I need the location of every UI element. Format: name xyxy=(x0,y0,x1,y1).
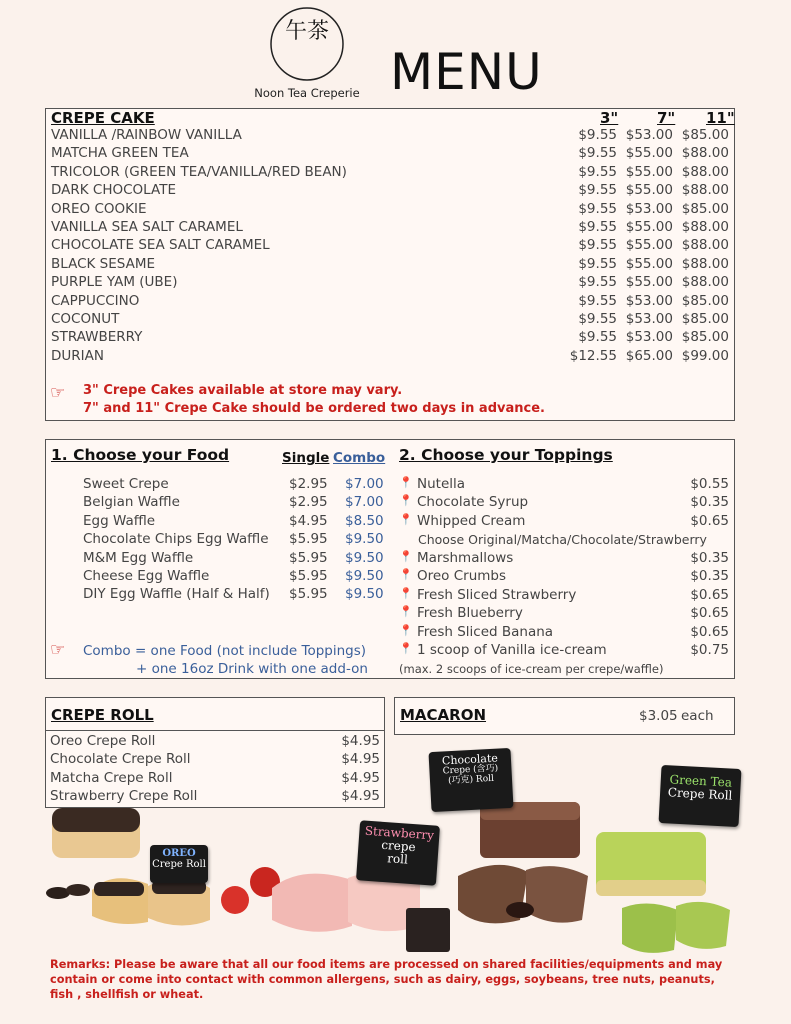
crepe-cake-section xyxy=(45,108,735,421)
topping-row xyxy=(46,513,734,531)
cake-name: MATCHA GREEN TEA xyxy=(51,145,189,162)
food-name: Chocolate Chips Egg Waffle xyxy=(83,531,269,548)
combo-note-1: Combo = one Food (not include Toppings) xyxy=(83,643,367,659)
food-toppings-section xyxy=(45,439,735,679)
food-single-price: $4.95 xyxy=(289,512,328,529)
chocolate-sign-line-3: (巧克) Roll xyxy=(447,773,495,787)
topping-name: Marshmallows xyxy=(417,550,514,566)
cake-price-11: $88.00 xyxy=(681,255,729,272)
cake-price-3: $9.55 xyxy=(578,182,617,199)
cake-price-11: $88.00 xyxy=(681,145,729,162)
topping-price: $0.55 xyxy=(690,476,729,492)
cake-price-11: $85.00 xyxy=(681,329,729,346)
greentea-sign-line-1: Green Tea xyxy=(669,772,733,790)
pin-icon: 📍 xyxy=(399,623,413,637)
pin-icon: 📍 xyxy=(399,550,413,563)
crepe-cake-row xyxy=(46,329,734,347)
topping-name: Oreo Crumbs xyxy=(417,568,507,585)
food-name: Belgian Waffle xyxy=(83,494,180,511)
cake-price-11: $88.00 xyxy=(681,274,729,291)
topping-price: $0.65 xyxy=(690,605,729,622)
cake-price-3: $9.55 xyxy=(578,127,617,143)
cake-price-7: $55.00 xyxy=(625,182,673,199)
cake-price-7: $53.00 xyxy=(625,329,673,346)
topping-price: $0.65 xyxy=(690,586,729,603)
cake-price-11: $88.00 xyxy=(681,163,729,180)
roll-price: $4.95 xyxy=(341,751,380,768)
food-combo-price: $7.00 xyxy=(345,494,384,511)
topping-name: Chocolate Syrup xyxy=(417,494,529,511)
topping-row xyxy=(46,494,734,512)
crepe-cake-row xyxy=(46,256,734,274)
cake-price-7: $53.00 xyxy=(625,292,673,309)
cake-price-7: $53.00 xyxy=(625,200,673,217)
cake-price-7: $55.00 xyxy=(625,219,673,235)
cake-price-7: $53.00 xyxy=(625,311,673,327)
size-11-header: 11" xyxy=(706,109,735,127)
cake-price-11: $88.00 xyxy=(681,182,729,199)
logo xyxy=(252,6,362,110)
single-header: Single xyxy=(282,450,330,466)
size-7-header: 7" xyxy=(657,109,676,127)
greentea-roll-sign xyxy=(659,765,742,827)
cake-name: CHOCOLATE SEA SALT CARAMEL xyxy=(51,237,270,254)
cake-name: VANILLA SEA SALT CARAMEL xyxy=(51,219,243,235)
oreo-sign-line-1: OREO xyxy=(162,848,196,859)
cake-name: PURPLE YAM (UBE) xyxy=(51,274,178,291)
combo-hand-icon: ☞ xyxy=(50,640,66,660)
crepe-cake-note-1: 3" Crepe Cakes available at store may vary. xyxy=(83,383,403,398)
topping-name: Nutella xyxy=(417,476,466,492)
allergen-remarks: Remarks: Please be aware that all our food items are processed on shared facilities/equipments and may contain or come into contact with common allergens, such as dairy, eggs, soybeans, tree nuts, peanuts, fish , shellfish or wheat. xyxy=(50,958,723,1001)
crepe-cake-row xyxy=(46,182,734,200)
cake-price-3: $9.55 xyxy=(578,255,617,272)
cake-price-11: $85.00 xyxy=(681,200,729,217)
macaron-title: MACARON xyxy=(400,706,487,724)
cake-name: BLACK SESAME xyxy=(51,255,155,272)
cake-name: STRAWBERRY xyxy=(51,329,143,346)
cake-price-3: $9.55 xyxy=(578,145,617,162)
cake-price-11: $85.00 xyxy=(681,292,729,309)
cake-price-7: $55.00 xyxy=(625,274,673,291)
cake-name: VANILLA /RAINBOW VANILLA xyxy=(51,127,242,143)
greentea-sign-line-2: Crepe Roll xyxy=(667,785,733,803)
toppings-title: 2. Choose your Toppings xyxy=(399,446,613,464)
icecream-note: (max. 2 scoops of ice-cream per crepe/waffle) xyxy=(399,662,664,676)
cake-price-3: $9.55 xyxy=(578,292,617,309)
roll-name: Strawberry Crepe Roll xyxy=(50,788,198,805)
cake-price-7: $55.00 xyxy=(625,145,673,162)
food-single-price: $5.95 xyxy=(289,549,328,566)
cake-price-3: $9.55 xyxy=(578,163,617,180)
topping-price: $0.35 xyxy=(690,568,729,585)
topping-row xyxy=(46,642,734,660)
cake-price-7: $55.00 xyxy=(625,255,673,272)
cake-price-7: $55.00 xyxy=(625,237,673,254)
cake-price-3: $9.55 xyxy=(578,219,617,235)
cake-price-11: $85.00 xyxy=(681,311,729,327)
cake-price-7: $53.00 xyxy=(625,127,673,143)
macaron-each: each xyxy=(681,708,714,724)
logo-text: Noon Tea Creperie xyxy=(254,86,360,100)
crepe-cake-row xyxy=(46,274,734,292)
cake-price-11: $88.00 xyxy=(681,219,729,235)
chocolate-sign-line-1: Chocolate xyxy=(441,751,499,768)
food-single-price: $5.95 xyxy=(289,568,328,584)
crepe-cake-row xyxy=(46,348,734,366)
pin-icon: 📍 xyxy=(399,568,413,582)
pin-icon: 📍 xyxy=(399,605,413,619)
cake-price-11: $99.00 xyxy=(681,347,729,364)
food-combo-price: $9.50 xyxy=(345,531,384,548)
roll-name: Oreo Crepe Roll xyxy=(50,733,156,749)
food-name: Egg Waffle xyxy=(83,512,156,529)
topping-price: $0.75 xyxy=(690,642,729,658)
food-single-price: $5.95 xyxy=(289,531,328,548)
strawberry-roll-sign xyxy=(356,820,440,885)
food-combo-price: $9.50 xyxy=(345,568,384,584)
chocolate-sign-line-2: Crepe (含巧) xyxy=(442,763,499,777)
crepe-cake-title: CREPE CAKE xyxy=(51,109,155,127)
topping-price: $0.35 xyxy=(690,494,729,511)
crepe-cake-row xyxy=(46,127,734,145)
roll-price: $4.95 xyxy=(341,788,380,805)
cake-price-11: $88.00 xyxy=(681,237,729,254)
food-single-price: $2.95 xyxy=(289,494,328,511)
food-name: Cheese Egg Waffle xyxy=(83,568,210,584)
food-combo-price: $9.50 xyxy=(345,549,384,566)
food-combo-price: $8.50 xyxy=(345,512,384,529)
cake-price-7: $55.00 xyxy=(625,163,673,180)
crepe-cake-row xyxy=(46,311,734,329)
matcha-roll-image xyxy=(596,832,730,953)
oreo-roll-sign xyxy=(150,845,208,883)
pin-icon: 📍 xyxy=(399,476,413,489)
crepe-cake-row xyxy=(46,237,734,255)
cake-name: OREO COOKIE xyxy=(51,200,147,217)
oreo-sign-line-2: Crepe Roll xyxy=(152,859,206,870)
cake-price-3: $9.55 xyxy=(578,311,617,327)
topping-price: $0.35 xyxy=(690,550,729,566)
food-single-price: $5.95 xyxy=(289,586,328,603)
cake-price-3: $9.55 xyxy=(578,274,617,291)
topping-price: $0.65 xyxy=(690,512,729,529)
cake-price-3: $9.55 xyxy=(578,200,617,217)
roll-price: $4.95 xyxy=(341,733,380,749)
crepe-cake-row xyxy=(46,219,734,237)
crepe-cake-row xyxy=(46,293,734,311)
crepe-cake-note-2: 7" and 11" Crepe Cake should be ordered two days in advance. xyxy=(83,401,545,416)
topping-row xyxy=(46,568,734,586)
crepe-cake-row xyxy=(46,164,734,182)
topping-row xyxy=(46,624,734,642)
topping-name: Fresh Blueberry xyxy=(417,605,523,622)
crepe-roll-divider xyxy=(46,730,384,731)
cake-name: TRICOLOR (GREEN TEA/VANILLA/RED BEAN) xyxy=(51,163,347,180)
cake-name: DARK CHOCOLATE xyxy=(51,182,176,199)
food-single-price: $2.95 xyxy=(289,476,328,492)
cake-name: CAPPUCCINO xyxy=(51,292,140,309)
topping-row xyxy=(46,550,734,568)
food-combo-price: $9.50 xyxy=(345,586,384,603)
page-title: MENU xyxy=(390,43,543,101)
cake-name: COCONUT xyxy=(51,311,120,327)
combo-note-2: + one 16oz Drink with one add-on xyxy=(136,661,368,677)
food-name: Sweet Crepe xyxy=(83,476,169,492)
pin-icon: 📍 xyxy=(399,586,413,600)
topping-name: 1 scoop of Vanilla ice-cream xyxy=(417,642,607,658)
crepe-roll-title: CREPE ROLL xyxy=(51,706,154,724)
topping-name: Fresh Sliced Strawberry xyxy=(417,586,577,603)
combo-header: Combo xyxy=(333,450,386,466)
cake-price-3: $9.55 xyxy=(578,329,617,346)
topping-row xyxy=(46,587,734,605)
chocolate-roll-sign xyxy=(428,748,513,812)
roll-name: Chocolate Crepe Roll xyxy=(50,751,191,768)
topping-price: $0.65 xyxy=(690,623,729,640)
food-title: 1. Choose your Food xyxy=(51,446,230,464)
topping-row xyxy=(46,605,734,623)
pin-icon: 📍 xyxy=(399,512,413,526)
strawberry-sign-line-2: crepe xyxy=(380,838,417,855)
cake-price-3: $12.55 xyxy=(569,347,617,364)
strawberry-sign-line-3: roll xyxy=(386,851,409,868)
roll-name: Matcha Crepe Roll xyxy=(50,769,173,786)
pin-icon: 📍 xyxy=(399,494,413,508)
topping-name: Fresh Sliced Banana xyxy=(417,623,554,640)
roll-price: $4.95 xyxy=(341,769,380,786)
topping-row xyxy=(46,476,734,494)
food-name: M&M Egg Waffle xyxy=(83,549,194,566)
crepe-cake-row xyxy=(46,145,734,163)
macaron-section xyxy=(394,697,735,735)
chocolate-roll-image xyxy=(458,802,588,923)
cake-name: DURIAN xyxy=(51,347,104,364)
cake-price-11: $85.00 xyxy=(681,127,729,143)
logo-char: 午茶 xyxy=(284,19,329,44)
pin-icon: 📍 xyxy=(399,642,413,655)
topping-name: Whipped Cream xyxy=(417,512,526,529)
whipped-note: Choose Original/Matcha/Chocolate/Strawberry xyxy=(418,532,707,547)
crepe-cake-row xyxy=(46,201,734,219)
strawberry-sign-line-1: Strawberry xyxy=(364,823,435,843)
cake-price-7: $65.00 xyxy=(625,347,673,364)
food-name: DIY Egg Waffle (Half & Half) xyxy=(83,586,270,603)
food-combo-price: $7.00 xyxy=(345,476,384,492)
size-3-header: 3" xyxy=(600,109,619,127)
macaron-price: $3.05 xyxy=(639,708,678,724)
hand-point-icon: ☞ xyxy=(50,383,66,403)
cake-price-3: $9.55 xyxy=(578,237,617,254)
